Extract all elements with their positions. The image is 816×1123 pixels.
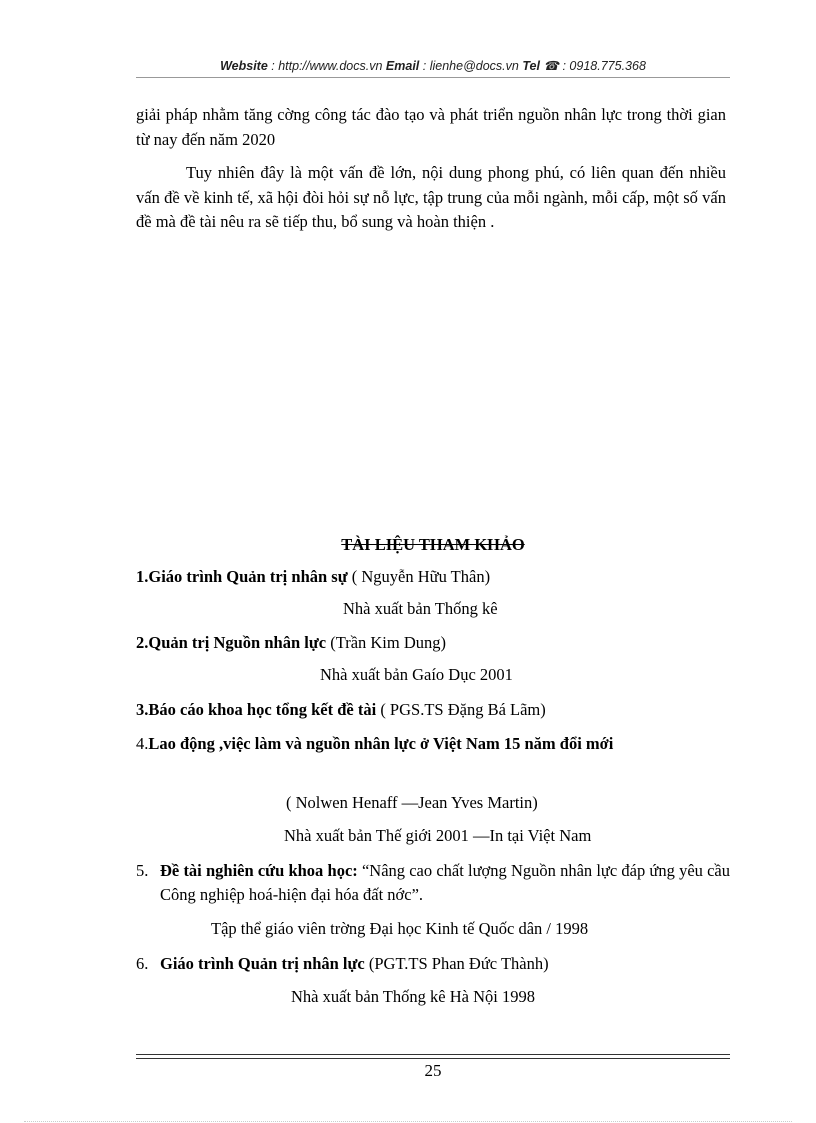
reference-publisher-2: Nhà xuất bản Gaío Dục 2001 <box>320 665 513 684</box>
phone-icon: ☎ <box>543 59 559 73</box>
reference-title: Giáo trình Quản trị nhân lực <box>160 954 365 973</box>
reference-number: 2. <box>136 633 149 652</box>
reference-publisher-6: Nhà xuất bản Thống kê Hà Nội 1998 <box>291 987 535 1006</box>
reference-item-1 <box>136 565 730 589</box>
reference-number: 3. <box>136 700 149 719</box>
email-label: Email <box>385 59 420 73</box>
footer-divider <box>136 1058 730 1059</box>
reference-author: ( PGS.TS Đặng Bá Lãm) <box>376 700 546 719</box>
reference-title: Giáo trình Quản trị nhân sự <box>148 567 348 586</box>
reference-author: (Trần Kim Dung) <box>326 633 447 652</box>
page-header <box>136 58 730 73</box>
reference-title: Quản trị Nguồn nhân lực <box>148 633 327 652</box>
page-edge <box>24 1121 792 1122</box>
reference-title: Lao động ,việc làm và nguồn nhân lực ở Việt Nam 15 năm đổi mới <box>148 734 614 753</box>
reference-item-4 <box>136 732 676 756</box>
reference-author-4: ( Nolwen Henaff —Jean Yves Martin) <box>286 793 538 812</box>
email-value[interactable]: : lienhe@docs.vn <box>422 59 519 73</box>
references-title: TÀI LIỆU THAM KHẢO <box>341 535 525 554</box>
tel-value: : 0918.775.368 <box>562 59 646 73</box>
reference-item-3 <box>136 698 730 722</box>
body-paragraph-1: giải pháp nhằm tăng cờng công tác đào tạo và phát triển nguồn nhân lực trong thời gian từ nay đến năm 2020 <box>136 105 726 149</box>
reference-publisher-1: Nhà xuất bản Thống kê <box>343 599 498 618</box>
website-value[interactable]: : http://www.docs.vn <box>271 59 383 73</box>
reference-publisher-4: Nhà xuất bản Thế giới 2001 —In tại Việt Nam <box>284 826 592 845</box>
reference-number: 4. <box>136 734 149 753</box>
reference-item-6 <box>136 952 730 976</box>
reference-author: (PGT.TS Phan Đức Thành) <box>364 954 549 973</box>
reference-number: 6. <box>136 954 149 973</box>
footer-divider <box>136 1054 730 1055</box>
tel-label: Tel <box>522 59 540 73</box>
page-number: 25 <box>424 1061 442 1080</box>
reference-title: Báo cáo khoa học tổng kết đề tài <box>148 700 377 719</box>
reference-title: Đề tài nghiên cứu khoa học: <box>160 861 358 880</box>
reference-item-2 <box>136 631 730 655</box>
reference-item-5 <box>136 859 730 907</box>
body-paragraph-2: Tuy nhiên đây là một vấn đề lớn, nội dung phong phú, có liên quan đến nhiều vấn đề về kinh tế, xã hội đòi hỏi sự nỗ lực, tập trung của mỗi ngành, mỗi cấp, một số vấn đề mà đề tài nêu ra sẽ tiếp thu, bổ sung và hoàn thiện . <box>136 163 726 231</box>
reference-number: 5. <box>136 861 149 880</box>
reference-author: ( Nguyễn Hữu Thân) <box>347 567 491 586</box>
reference-detail: “Nâng cao chất lượng Nguồn nhân lực đáp ứng yêu cầu Công nghiệp hoá-hiện đại hóa đất nớc”. <box>160 861 730 904</box>
header-divider <box>136 77 730 78</box>
reference-publisher-5: Tập thể giáo viên trờng Đại học Kinh tế Quốc dân / 1998 <box>211 919 589 938</box>
reference-number: 1. <box>136 567 149 586</box>
website-label: Website <box>220 59 268 73</box>
